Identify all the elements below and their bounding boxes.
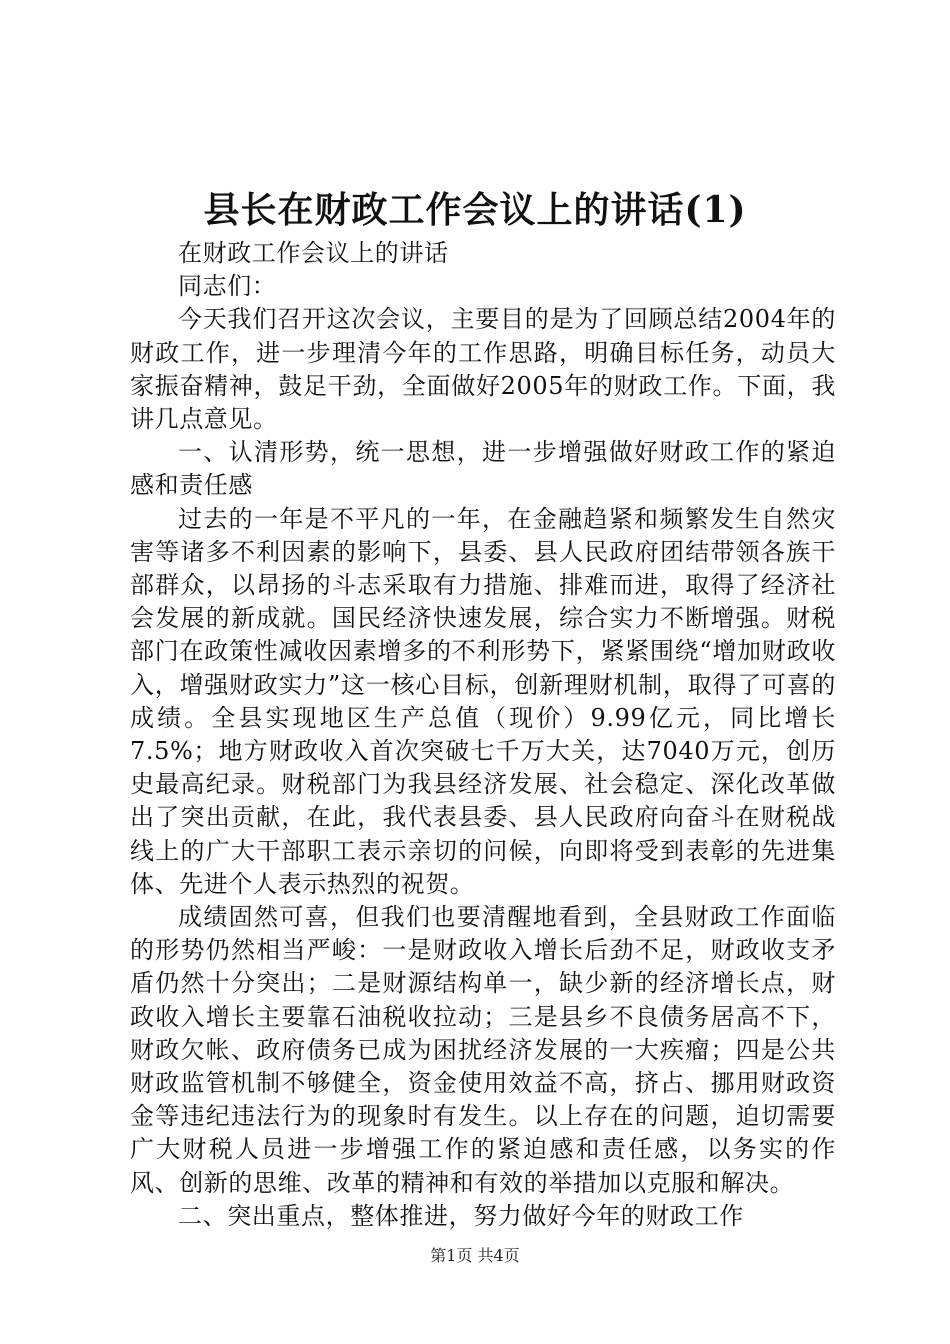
section-heading-2: 二、突出重点，整体推进，努力做好今年的财政工作 <box>178 1201 744 1230</box>
speech-subtitle: 在财政工作会议上的讲话 <box>178 239 449 267</box>
opening-paragraph: 今天我们召开这次会议，主要目的是为了回顾总结2004年的财政工作，进一步理清今年的工作思路，明确目标任务，动员大家振奋精神，鼓足干劲，全面做好2005年的财政工作。下面，我讲几点意见。 <box>130 305 836 434</box>
salutation: 同志们： <box>178 272 277 301</box>
challenges-paragraph: 成绩固然可喜，但我们也要清醒地看到，全县财政工作面临的形势仍然相当严峻：一是财政收入增长后劲不足，财政收支矛盾仍然十分突出；二是财源结构单一，缺少新的经济增长点，财政收入增长主要靠石油税收拉动；三是县乡不良债务居高不下，财政欠帐、政府债务已成为困扰经济发展的一大疾瘤；四是公共财政监管机制不够健全，资金使用效益不高，挤占、挪用财政资金等违纪违法行为的现象时有发生。以上存在的问题，迫切需要广大财税人员进一步增强工作的紧迫感和责任感，以务实的作风、创新的思维、改革的精神和有效的举措加以克服和解决。 <box>130 903 836 1197</box>
achievements-paragraph: 过去的一年是不平凡的一年，在金融趋紧和频繁发生自然灾害等诸多不利因素的影响下，县委、县人民政府团结带领各族干部群众，以昂扬的斗志采取有力措施、排难而进，取得了经济社会发展的新成就。国民经济快速发展，综合实力不断增强。财税部门在政策性减收因素增多的不利形势下，紧紧围绕“增加财政收入，增强财政实力”这一核心目标，创新理财机制，取得了可喜的成绩。全县实现地区生产总值（现价）9.99亿元，同比增长7.5%；地方财政收入首次突破七千万大关，达7040万元，创历史最高纪录。财税部门为我县经济发展、社会稳定、深化改革做出了突出贡献，在此，我代表县委、县人民政府向奋斗在财税战线上的广大干部职工表示亲切的问候，向即将受到表彰的先进集体、先进个人表示热烈的祝贺。 <box>130 504 836 898</box>
document-title: 县长在财政工作会议上的讲话(1) <box>203 189 747 231</box>
document-body <box>130 237 836 1233</box>
section-heading-1: 一、认清形势，统一思想，进一步增强做好财政工作的紧迫感和责任感 <box>130 438 836 500</box>
page-footer: 第1页 共4页 <box>430 1246 520 1265</box>
